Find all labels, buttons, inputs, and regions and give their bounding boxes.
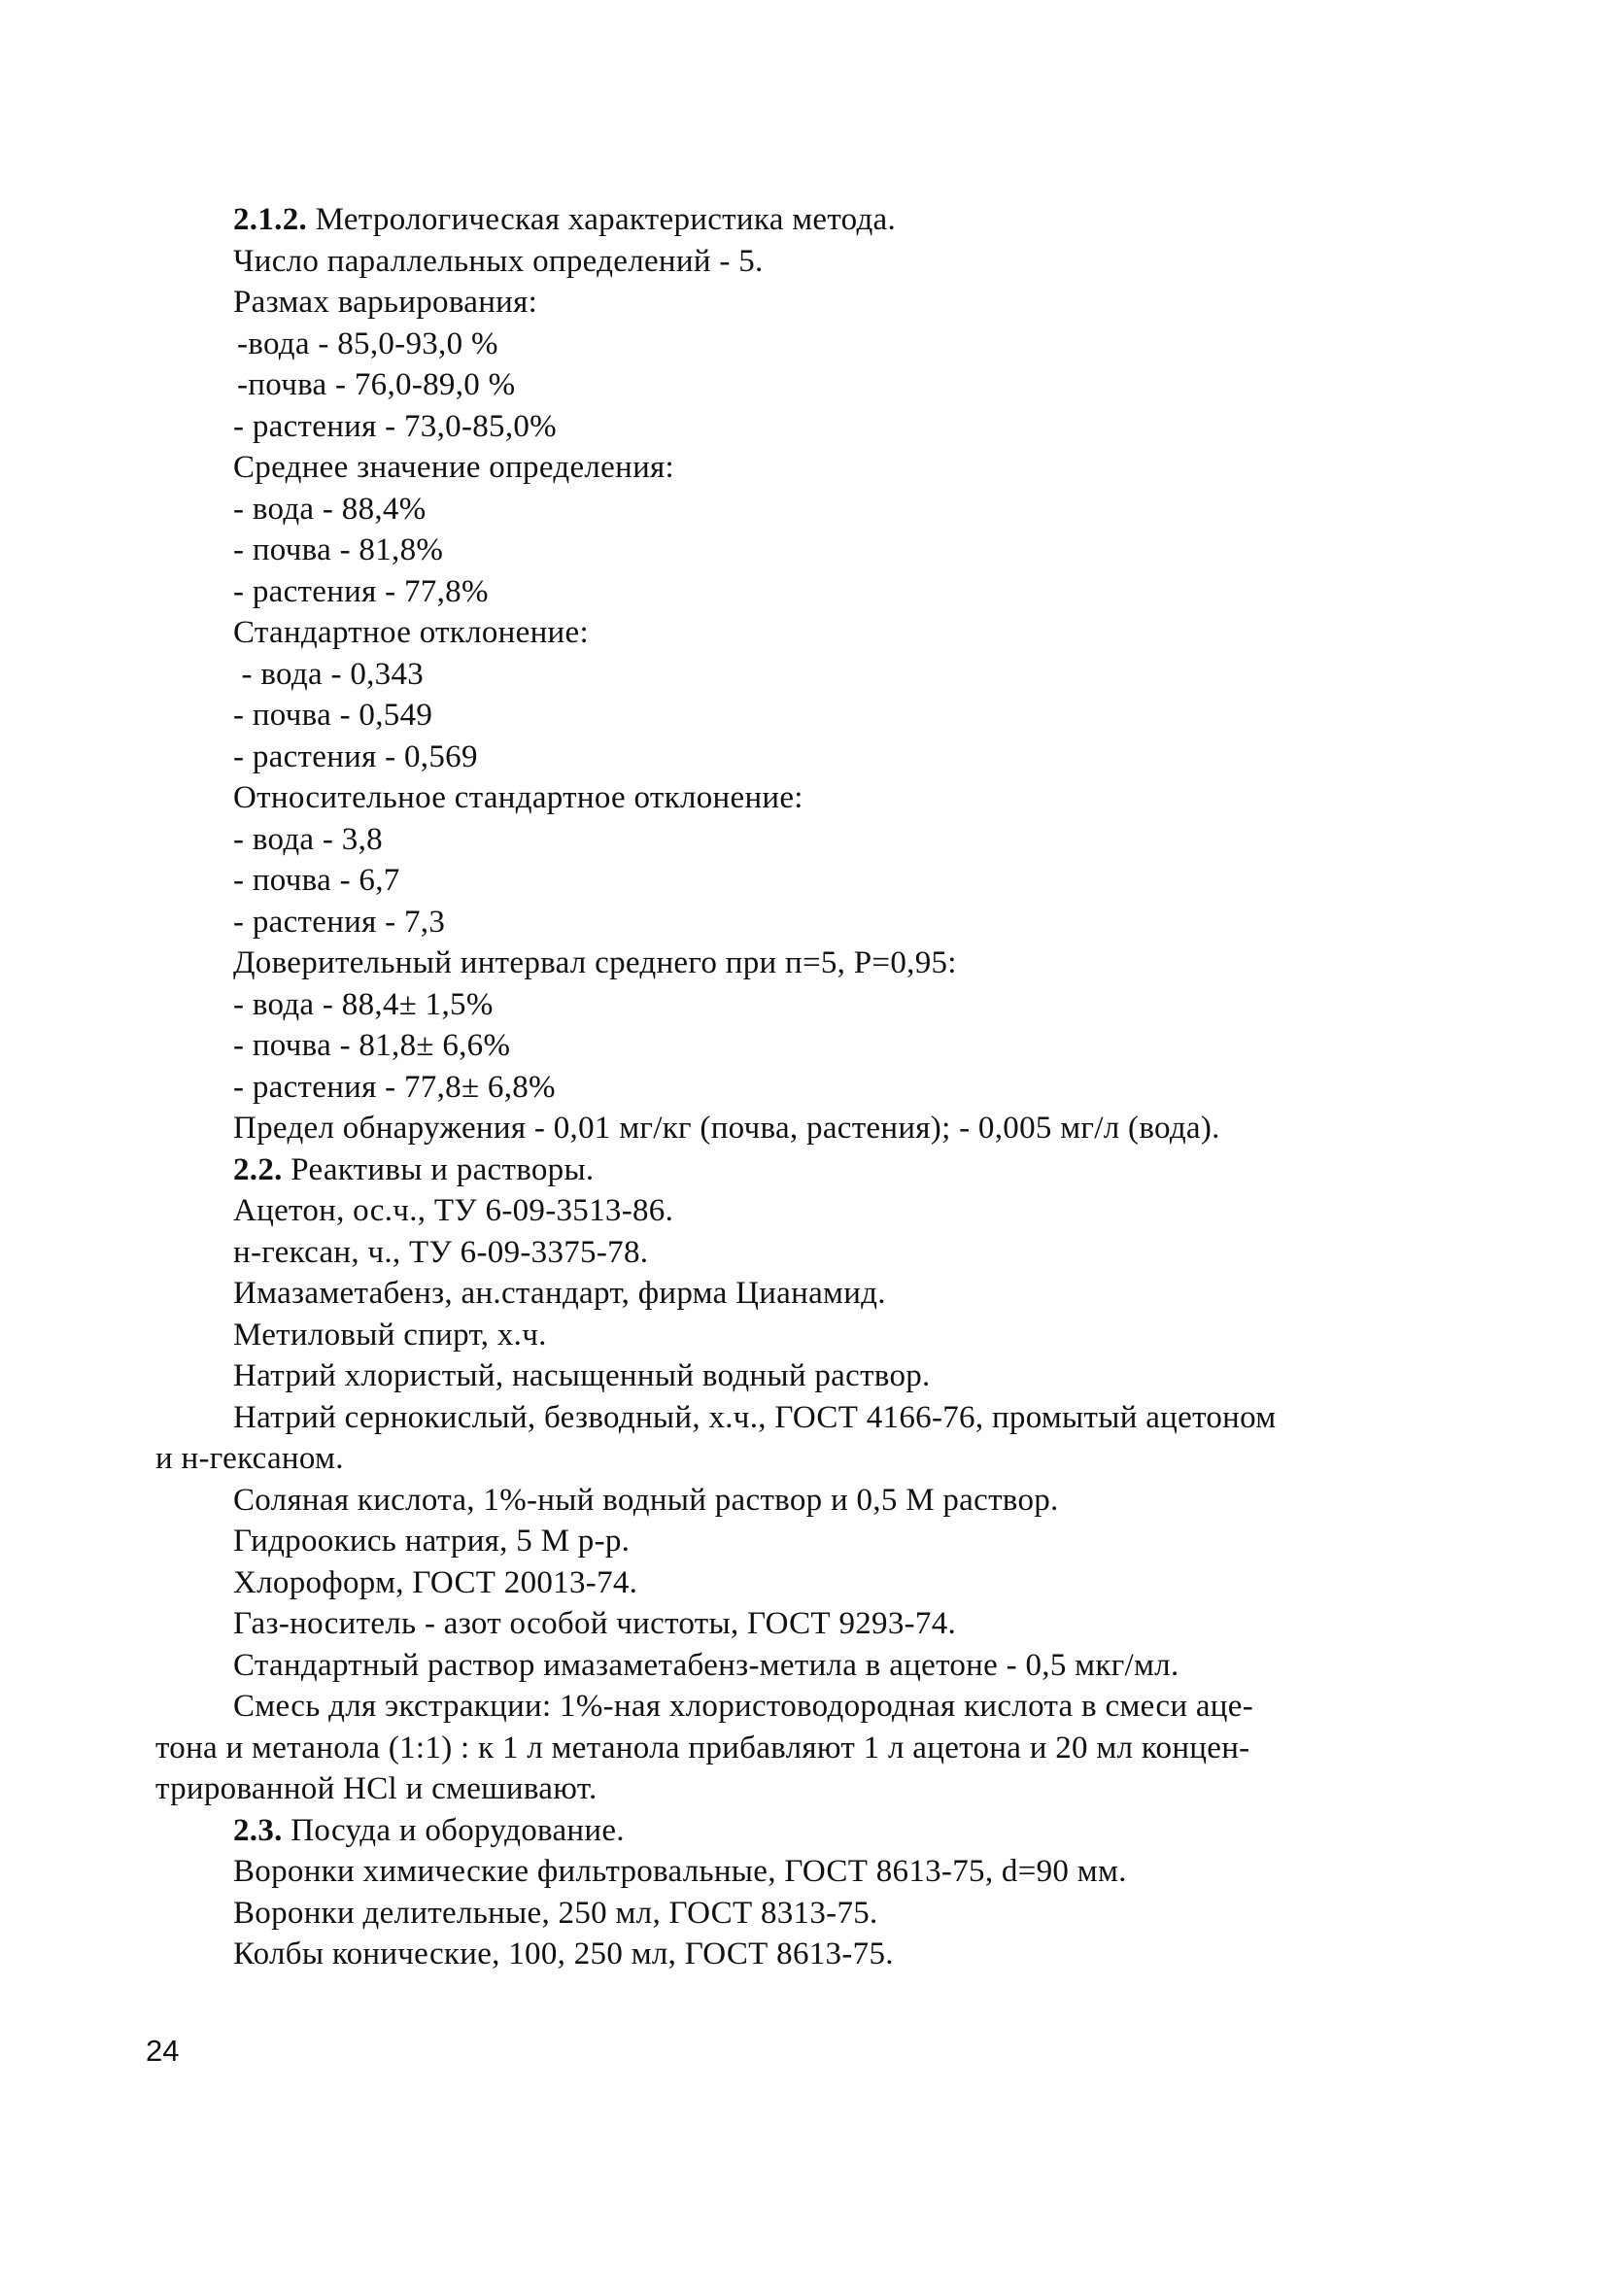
- section-title: Посуда и оборудование.: [290, 1812, 625, 1848]
- reagent-sodium-sulfate-line1: Натрий сернокислый, безводный, х.ч., ГОСТ 4166-76, промытый ацетоном: [233, 1399, 1277, 1435]
- range-heading: Размах варьирования:: [233, 285, 538, 320]
- reagent-sodium-hydroxide: Гидроокись натрия, 5 М р-р.: [233, 1524, 631, 1559]
- section-title: Реактивы и растворы.: [290, 1151, 595, 1187]
- range-plants: - растения - 73,0-85,0%: [233, 408, 557, 444]
- section-title: Метрологическая характеристика метода.: [315, 202, 897, 237]
- section-heading-2-2: [233, 1149, 1457, 1191]
- reagent-chloroform: Хлороформ, ГОСТ 20013-74.: [233, 1564, 638, 1600]
- equipment-conical-flasks: Колбы конические, 100, 250 мл, ГОСТ 8613-75.: [233, 1936, 894, 1971]
- parallel-count-text: Число параллельных определений - 5.: [233, 243, 764, 279]
- mean-water: - вода - 88,4%: [233, 491, 427, 527]
- rsd-plants: - растения - 7,3: [233, 904, 446, 940]
- sd-soil: - почва - 0,549: [233, 698, 433, 733]
- equipment-filter-funnels: Воронки химические фильтровальные, ГОСТ 8613-75, d=90 мм.: [233, 1854, 1127, 1889]
- mean-heading: Среднее значение определения:: [233, 450, 674, 485]
- section-heading-2-3: [233, 1810, 1457, 1852]
- sd-water: - вода - 0,343: [233, 656, 425, 692]
- sd-plants: - растения - 0,569: [233, 738, 478, 774]
- section-number: 2.2.: [233, 1151, 283, 1187]
- extraction-mixture-line3: трированной HCl и смешивают.: [155, 1771, 598, 1806]
- page-number: 24: [146, 2034, 180, 2068]
- reagent-methanol: Метиловый спирт, х.ч.: [233, 1317, 547, 1353]
- ci-heading: Доверительный интервал среднего при п=5, Р=0,95:: [233, 945, 957, 980]
- range-water: -вода - 85,0-93,0 %: [237, 326, 498, 361]
- ci-plants: - растения - 77,8± 6,8%: [233, 1069, 556, 1105]
- reagent-hydrochloric-acid: Соляная кислота, 1%-ный водный раствор и 0,5 М раствор.: [233, 1482, 1059, 1518]
- reagent-sodium-chloride: Натрий хлористый, насыщенный водный раствор.: [233, 1358, 931, 1393]
- reagent-hexane: н-гексан, ч., ТУ 6-09-3375-78.: [233, 1234, 649, 1270]
- section-heading-2-1-2: [233, 199, 1457, 241]
- reagent-sodium-sulfate-line2: и н-гексаном.: [155, 1441, 344, 1476]
- equipment-separatory-funnels: Воронки делительные, 250 мл, ГОСТ 8313-75.: [233, 1895, 878, 1931]
- reagent-imazamethabenz: Имазаметабенз, ан.стандарт, фирма Цианамид.: [233, 1276, 886, 1311]
- reagent-acetone: Ацетон, ос.ч., ТУ 6-09-3513-86.: [233, 1193, 674, 1228]
- range-soil: -почва - 76,0-89,0 %: [237, 367, 516, 402]
- page-content: [155, 199, 1457, 1975]
- rsd-heading: Относительное стандартное отклонение:: [233, 780, 803, 815]
- mean-plants: - растения - 77,8%: [233, 573, 489, 609]
- sd-heading: Стандартное отклонение:: [233, 615, 589, 650]
- reagent-standard-solution: Стандартный раствор имазаметабенз-метила в ацетоне - 0,5 мкг/мл.: [233, 1647, 1179, 1683]
- extraction-mixture-line1: Смесь для экстракции: 1%-ная хлористоводородная кислота в смеси аце-: [233, 1689, 1253, 1724]
- ci-water: - вода - 88,4± 1,5%: [233, 986, 494, 1022]
- rsd-water: - вода - 3,8: [233, 821, 383, 857]
- section-number: 2.3.: [233, 1812, 283, 1848]
- detection-limit-text: Предел обнаружения - 0,01 мг/кг (почва, растения); - 0,005 мг/л (вода).: [233, 1111, 1220, 1146]
- extraction-mixture-line2: тона и метанола (1:1) : к 1 л метанола прибавляют 1 л ацетона и 20 мл концен-: [155, 1730, 1250, 1765]
- ci-soil: - почва - 81,8± 6,6%: [233, 1028, 511, 1063]
- mean-soil: - почва - 81,8%: [233, 532, 444, 567]
- reagent-carrier-gas: Газ-носитель - азот особой чистоты, ГОСТ 9293-74.: [233, 1606, 957, 1641]
- rsd-soil: - почва - 6,7: [233, 863, 400, 898]
- section-number: 2.1.2.: [233, 202, 308, 237]
